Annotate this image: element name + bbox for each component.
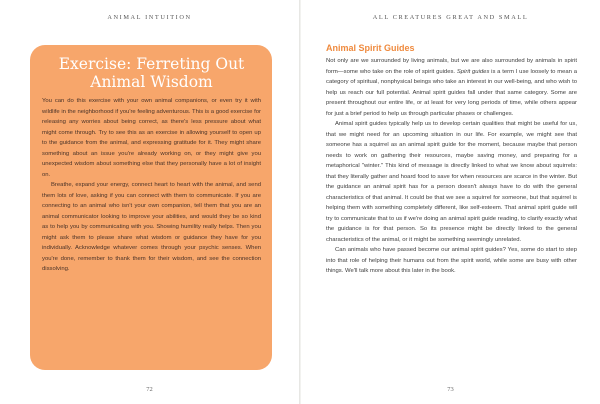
emphasized-term: Spirit guides — [456, 68, 490, 75]
body-text — [326, 56, 577, 277]
body-paragraph: Can animals who have passed become our animal spirit guides? Yes, some do start to step into that role of helping their humans out from the spirit world, while some are busy with other things. We'll talk more about this later in the book. — [326, 247, 577, 274]
sidebar-paragraph: Breathe, expand your energy, connect heart to heart with the animal, and send them lots of love, asking if you can connect with them to communicate. If you are connecting to an animal who isn't your own companion, tell them that you are an animal communicator looking to improve your abilities, and would they be so kind as to help you by communicating with you. Showing humility really helps. Then you might ask them to please share what wisdom or guidance they have for you individually. Acknowledge whatever comes through your psychic senses. When you're done, remember to thank them for their wisdom, and see the connection dissolving. — [42, 182, 261, 272]
paragraph-text: Not only are we surrounded by living animals, but we are also surrounded by animals in spirit form—some who take on the role of spirit guides. — [326, 58, 577, 75]
paragraph-text: is a term I use loosely to mean a category of spiritual, nonphysical beings who take an interest in our well-being, and who wish to help us reach our full potential. Animal spirit guides fall under that same category. Some are present throughout our entire life, or at least for very long periods of time, while others appear for just a brief period to help us through particular phases or challenges. — [326, 68, 578, 117]
running-head-right: ALL CREATURES GREAT AND SMALL — [372, 14, 529, 21]
page-number-left: 72 — [146, 386, 153, 393]
page-number-right: 73 — [447, 386, 454, 393]
sidebar-body — [42, 96, 261, 275]
left-page — [0, 0, 299, 404]
running-head-left: ANIMAL INTUITION — [107, 14, 192, 21]
sidebar-paragraph: You can do this exercise with your own animal companions, or even try it with wildlife in the neighborhood if you're feeling adventurous. This is a good exercise for releasing any worries about being correct, as there's less pressure about what might come through. Try to see this as an exercise in allowing yourself to open up to the guidance from the animal, and expressing gratitude for it. They might share something about an issue you're already working on, or they might give you unexpected wisdom about something else that they personally have a lot of insight on. — [42, 98, 261, 178]
right-page — [301, 0, 600, 404]
section-heading: Animal Spirit Guides — [326, 43, 415, 53]
sidebar-title: Exercise: Ferreting Out Animal Wisdom — [58, 55, 245, 91]
exercise-sidebar — [30, 45, 272, 370]
body-paragraph: Animal spirit guides typically help us to develop certain qualities that might be useful for us, that we might need for an upcoming situation in our life. For example, we might see that someone has a squirrel as an animal spirit guide for the moment, because maybe that person needs to work on gathering their resources, maybe saving money, and preparing for a metaphorical "winter." This kind of message is directly linked to what we know about squirrels: that they literally gather and hoard food to save for when resources are scarce in the winter. But the guidance an animal spirit has for a person doesn't always have to do with the general characteristics of that animal. It could be that we see a squirrel for someone, but that squirrel is helping them with something completely different, like self-esteem. That animal spirit guide will try to communicate that to us if we're doing an animal spirit guide reading, to clarify exactly what the guidance is for that person. So its presence might be directly linked to the general characteristics of the animal, or it might be something seemingly unrelated. — [326, 121, 577, 243]
body-paragraph — [326, 56, 577, 119]
main-text-block — [326, 42, 577, 277]
